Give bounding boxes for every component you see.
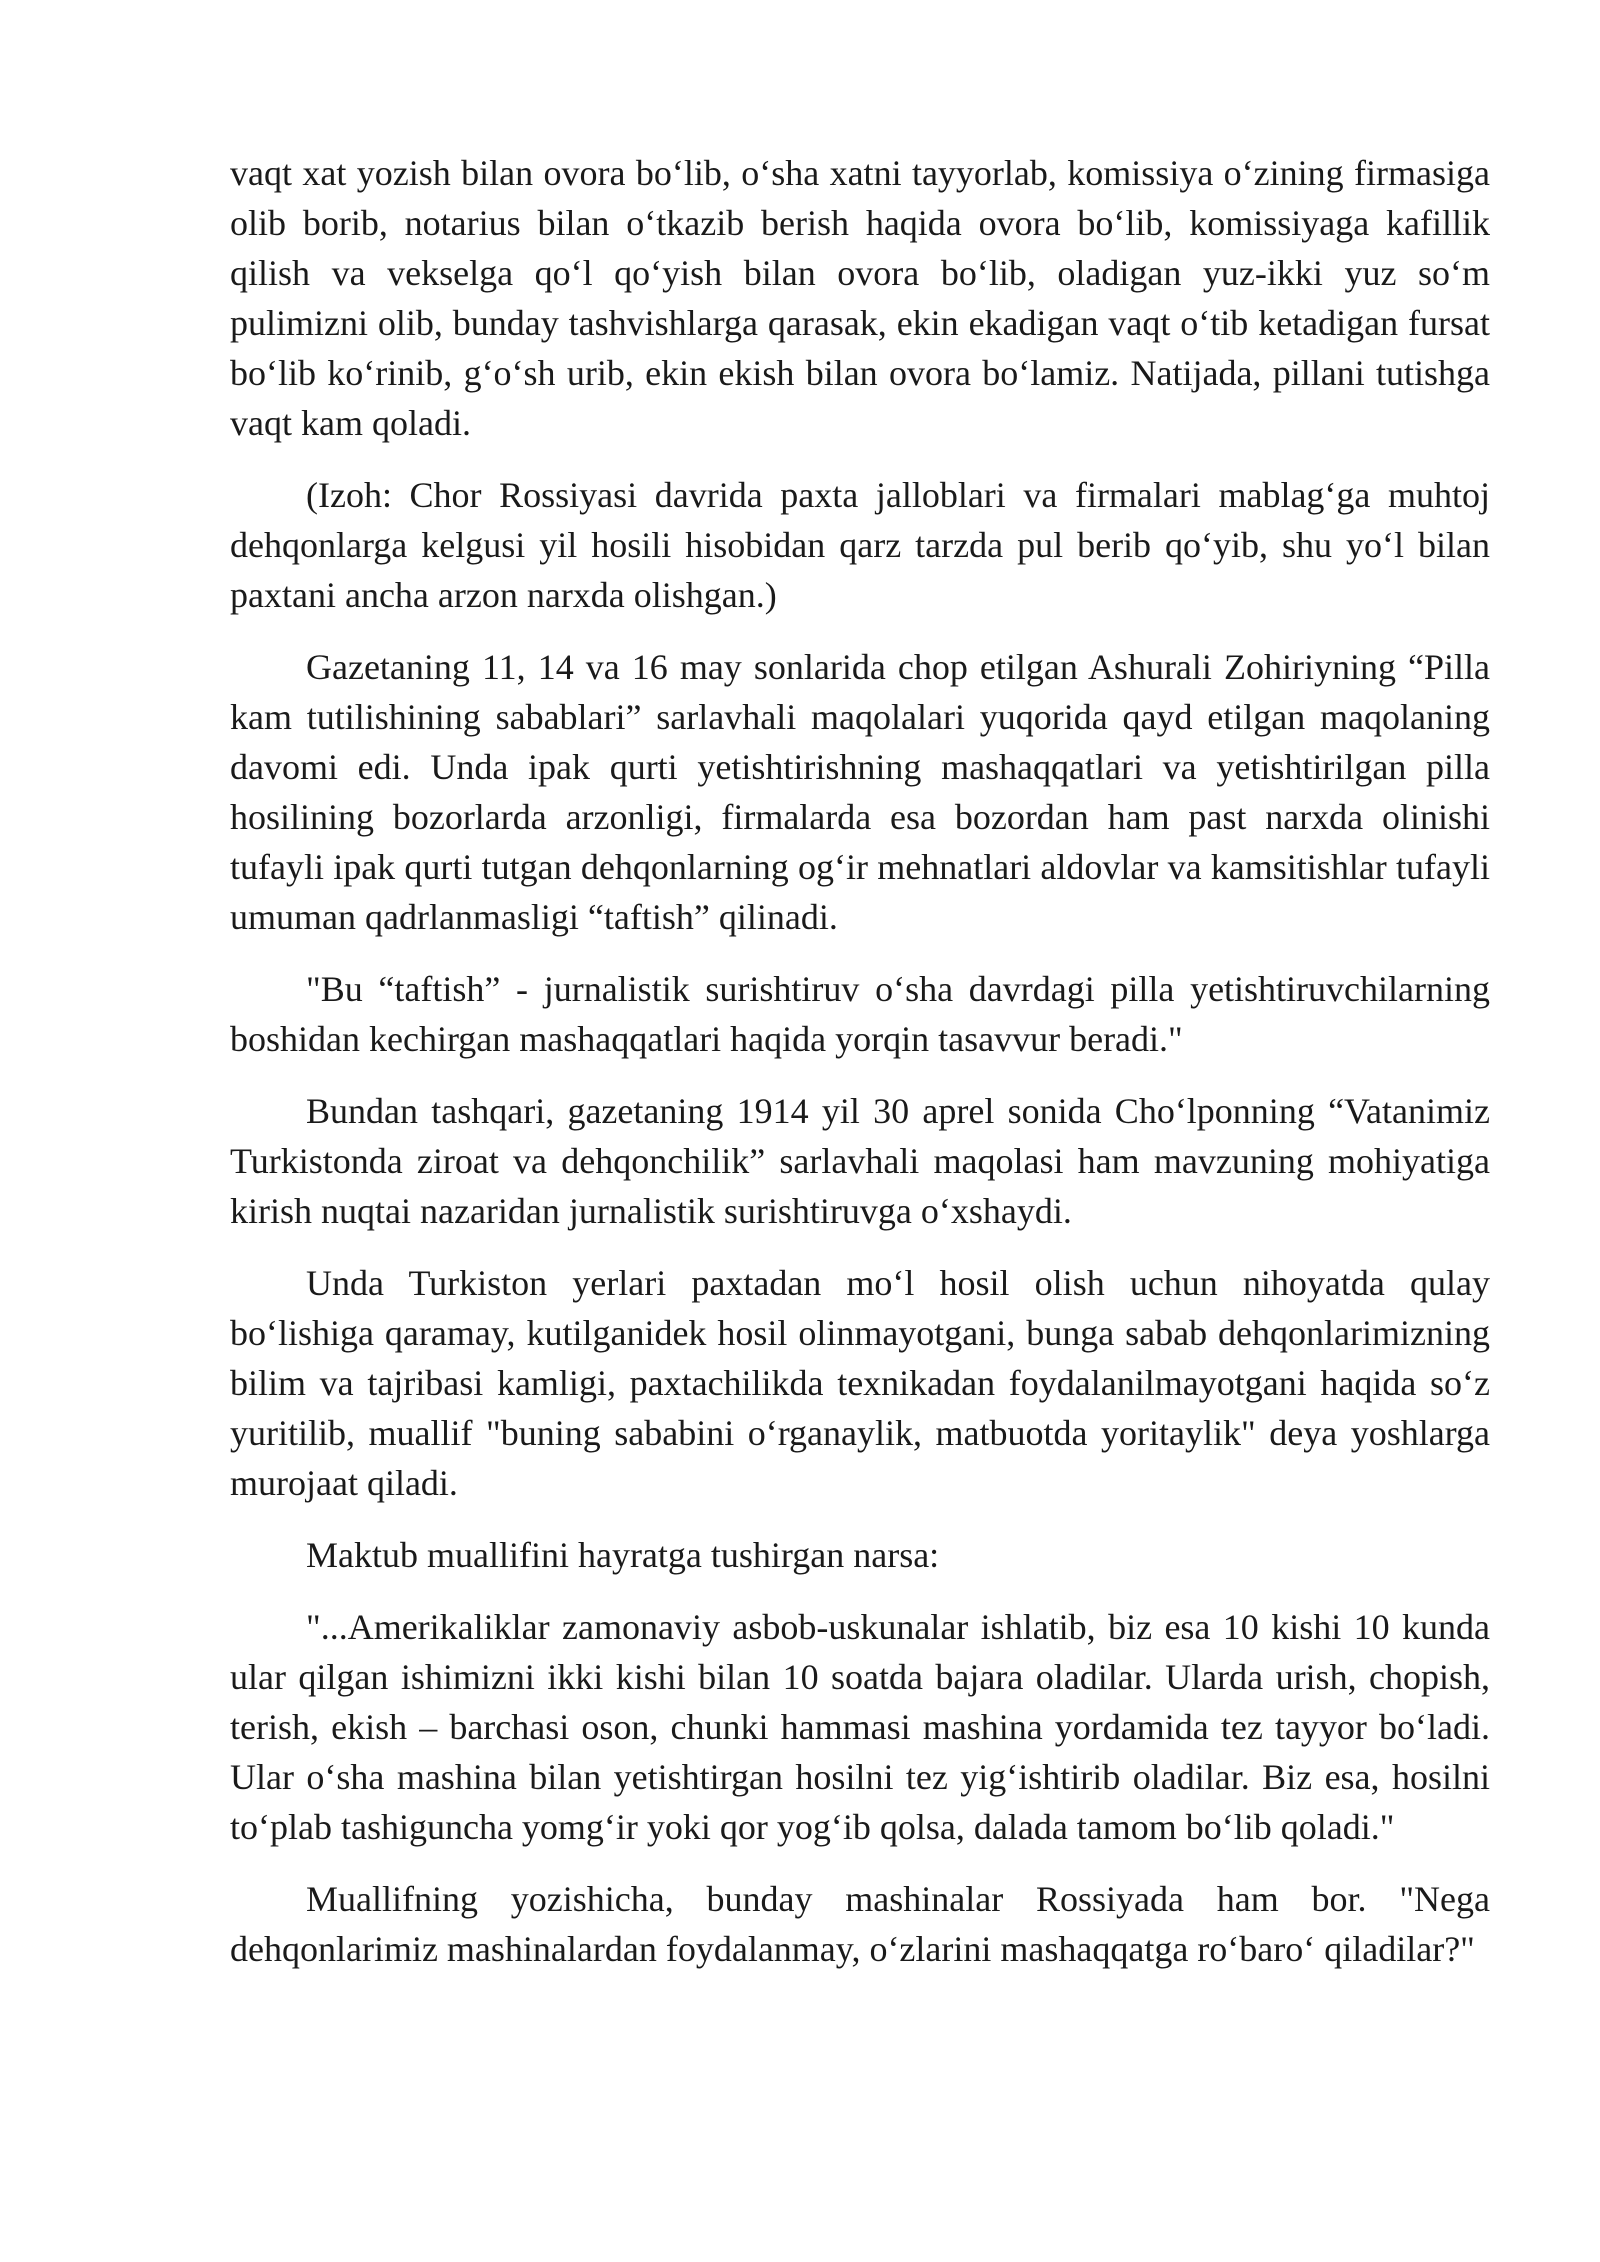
paragraph-americans-quote: "...Amerikaliklar zamonaviy asbob-uskunalar ishlatib, biz esa 10 kishi 10 kunda ular qilgan ishimizni ikki kishi bilan 10 soatda bajara oladilar. Ularda urish, chopish, terish, ekish – barchasi oson, chunki hammasi mashina yordamida tez tayyor boʻladi. Ular oʻsha mashina bilan yetishtirgan hosilni tez yigʻishtirib oladilar. Biz esa, hosilni toʻplab tashiguncha yomgʻir yoki qor yogʻib qolsa, dalada tamom boʻlib qoladi." (230, 1607, 1490, 1847)
paragraph-note: (Izoh: Chor Rossiyasi davrida paxta jalloblari va firmalari mablagʻga muhtoj dehqonlarga kelgusi yil hosili hisobidan qarz tarzda pul berib qoʻyib, shu yoʻl bilan paxtani ancha arzon narxda olishgan.) (230, 475, 1490, 615)
paragraph-continued: vaqt xat yozish bilan ovora boʻlib, oʻsha xatni tayyorlab, komissiya oʻzining firmasiga olib borib, notarius bilan oʻtkazib berish haqida ovora boʻlib, komissiyaga kafillik qilish va vekselga qoʻl qoʻyish bilan ovora boʻlib, oladigan yuz-ikki yuz soʻm pulimizni olib, bunday tashvishlarga qarasak, ekin ekadigan vaqt oʻtib ketadigan fursat boʻlib koʻrinib, gʻoʻsh urib, ekin ekish bilan ovora boʻlamiz. Natijada, pillani tutishga vaqt kam qoladi. (230, 153, 1490, 443)
paragraph-gazette-may: Gazetaning 11, 14 va 16 may sonlarida chop etilgan Ashurali Zohiriyning “Pilla kam tutilishining sabablari” sarlavhali maqolalari yuqorida qayd etilgan maqolaning davomi edi. Unda ipak qurti yetishtirishning mashaqqatlari va yetishtirilgan pilla hosilining bozorlarda arzonligi, firmalarda esa bozordan ham past narxda olinishi tufayli ipak qurti tutgan dehqonlarning ogʻir mehnatlari aldovlar va kamsitishlar tufayli umuman qadrlanmasligi “taftish” qilinadi. (230, 647, 1490, 937)
paragraph-quote-taftish: "Bu “taftish” - jurnalistik surishtiruv oʻsha davrdagi pilla yetishtiruvchilarning boshidan kechirgan mashaqqatlari haqida yorqin tasavvur beradi." (230, 969, 1490, 1059)
paragraph-machines-russia: Muallifning yozishicha, bunday mashinalar Rossiyada ham bor. "Nega dehqonlarimiz mashinalardan foydalanmay, oʻzlarini mashaqqatga roʻbaroʻ qiladilar?" (230, 1879, 1490, 1969)
paragraph-cholpon-article: Bundan tashqari, gazetaning 1914 yil 30 aprel sonida Choʻlponning “Vatanimiz Turkistonda ziroat va dehqonchilik” sarlavhali maqolasi ham mavzuning mohiyatiga kirish nuqtai nazaridan jurnalistik surishtiruvga oʻxshaydi. (230, 1091, 1490, 1231)
paragraph-turkiston-lands: Unda Turkiston yerlari paxtadan moʻl hosil olish uchun nihoyatda qulay boʻlishiga qaramay, kutilganidek hosil olinmayotgani, bunga sabab dehqonlarimizning bilim va tajribasi kamligi, paxtachilikda texnikadan foydalanilmayotgani haqida soʻz yuritilib, muallif "buning sababini oʻrganaylik, matbuotda yoritaylik" deya yoshlarga murojaat qiladi. (230, 1263, 1490, 1503)
paragraph-letter-intro: Maktub muallifini hayratga tushirgan narsa: (306, 1535, 940, 1575)
document-page (230, 148, 1490, 1996)
